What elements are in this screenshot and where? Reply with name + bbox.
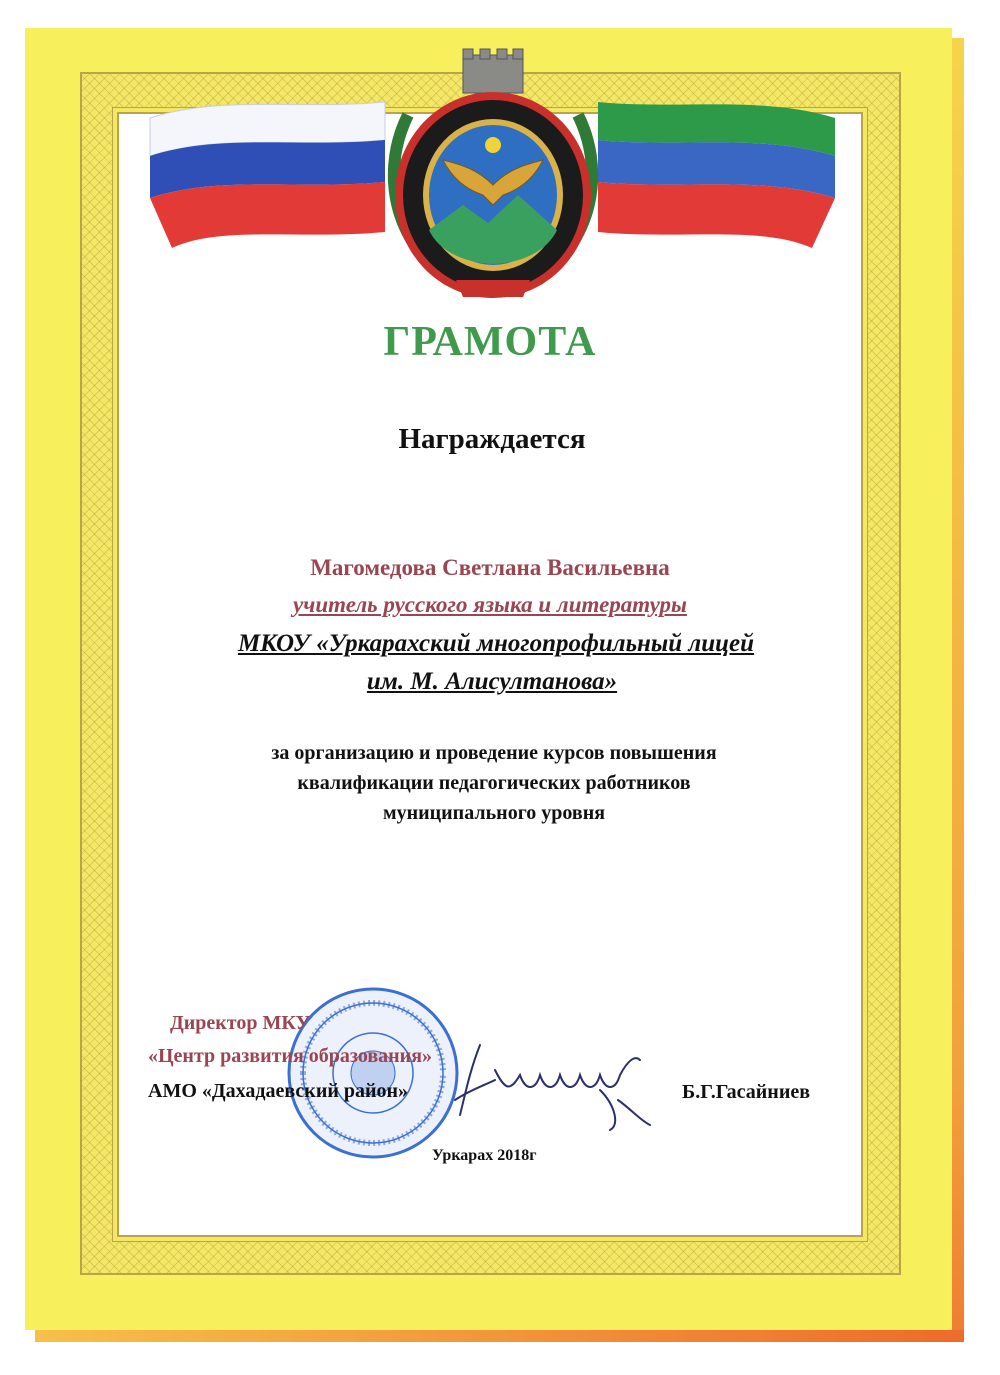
handwritten-signature-icon <box>440 1030 670 1140</box>
signatory-title-line: АМО «Дахадаевский район» <box>148 1080 409 1102</box>
award-reason-line: муниципального уровня <box>382 802 606 824</box>
recipient-name: Магомедова Светлана Васильевна <box>310 555 670 580</box>
signatory-title-line: Директор МКУ <box>170 1012 311 1034</box>
russian-flag-icon <box>150 102 385 248</box>
dagestan-flag-icon <box>598 102 835 248</box>
awarded-label: Награждается <box>398 423 586 455</box>
award-reason-line: квалификации педагогических работников <box>297 772 691 794</box>
place-and-date: Уркарах 2018г <box>432 1147 537 1164</box>
award-reason-line: за организацию и проведение курсов повышения <box>271 742 717 764</box>
signatory-name: Б.Г.Гасайниев <box>682 1081 811 1103</box>
signatory-title-line: «Центр развития образования» <box>148 1045 433 1067</box>
official-stamp-icon <box>283 983 463 1163</box>
award-reason <box>0 738 994 828</box>
district-emblem-icon <box>368 45 618 305</box>
school-name-line-2: им. М. Алисултанова» <box>366 668 618 695</box>
certificate-title: ГРАМОТА <box>383 319 597 365</box>
school-name-line-1: МКОУ «Уркарахский многопрофильный лицей <box>237 630 755 657</box>
page-shadow-bottom <box>35 1330 964 1342</box>
recipient-position: учитель русского языка и литературы <box>293 592 687 617</box>
